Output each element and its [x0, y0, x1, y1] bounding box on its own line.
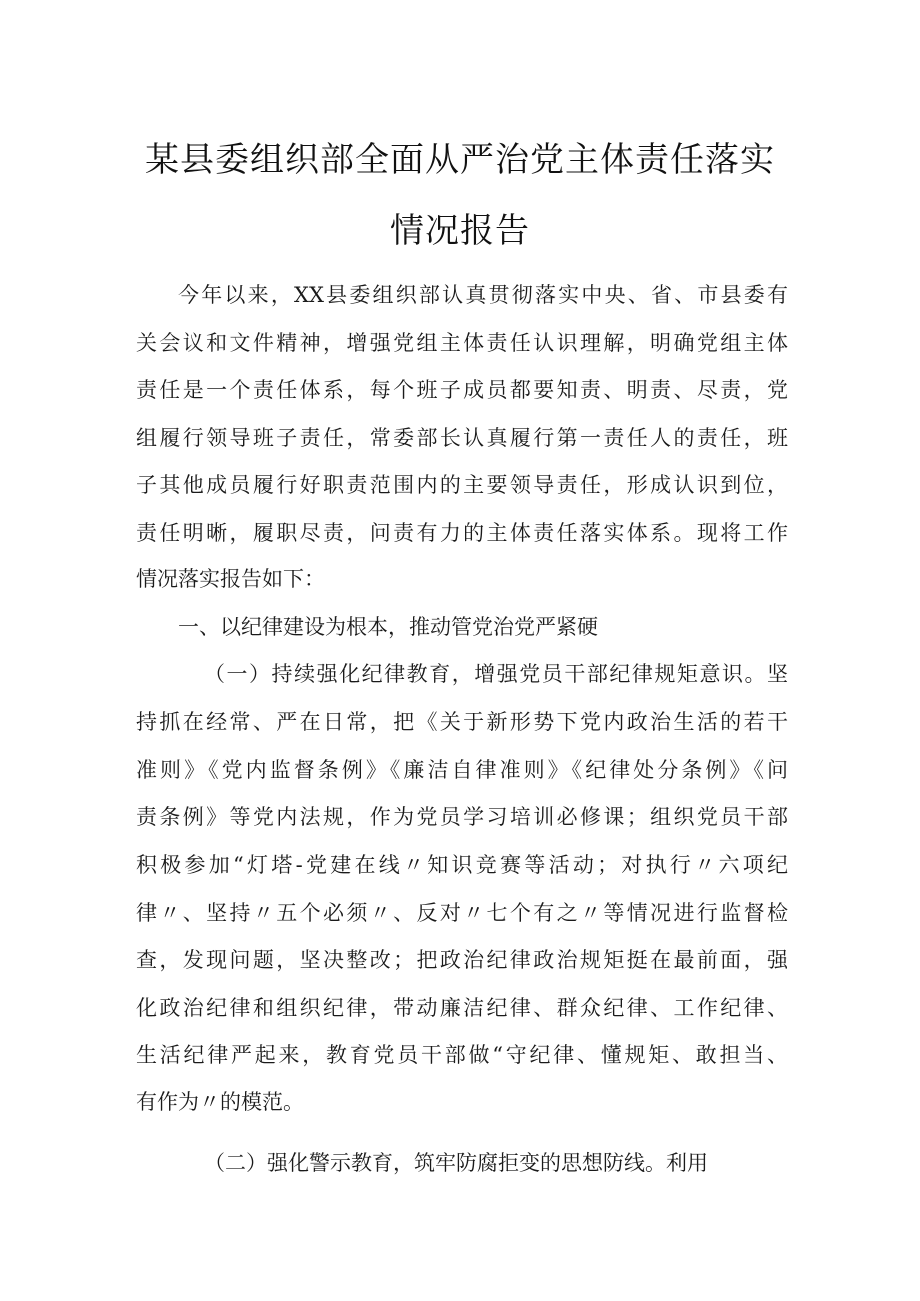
- body-line-3: 责任是一个责任体系，每个班子成员都要知责、明责、尽责，党: [136, 378, 788, 402]
- body-line-2: 关会议和文件精神，增强党组主体责任认识理解，明确党组主体: [136, 331, 788, 355]
- section-heading-1: 一、以纪律建设为根本，推动管党治党严紧硬: [178, 615, 598, 639]
- body-line-6: 责任明晰，履职尽责，问责有力的主体责任落实体系。现将工作: [136, 521, 788, 545]
- body-line-18: 有作为〃的模范。: [136, 1090, 304, 1114]
- body-line-14: 律〃、坚持〃五个必须〃、反对〃七个有之〃等情况进行监督检: [136, 901, 788, 925]
- document-title-line-1: 某县委组织部全面从严治党主体责任落实: [145, 140, 775, 180]
- body-line-1: 今年以来，XX县委组织部认真贯彻落实中央、省、市县委有: [178, 283, 788, 307]
- body-line-5: 子其他成员履行好职责范围内的主要领导责任，形成认识到位，: [136, 473, 788, 497]
- body-line-19: （二）强化警示教育，筑牢防腐拒变的思想防线。利用: [204, 1151, 708, 1175]
- body-line-15: 查，发现问题，坚决整改；把政治纪律政治规矩挺在最前面，强: [136, 948, 788, 972]
- body-line-12: 责条例》等党内法规，作为党员学习培训必修课；组织党员干部: [136, 805, 788, 829]
- body-line-10: 持抓在经常、严在日常，把《关于新形势下党内政治生活的若干: [136, 710, 788, 734]
- body-line-13: 积极参加“灯塔-党建在线〃知识竞赛等活动；对执行〃六项纪: [136, 853, 788, 877]
- body-line-7: 情况落实报告如下：: [136, 567, 325, 591]
- body-line-9: （一）持续强化纪律教育，增强党员干部纪律规矩意识。坚: [204, 662, 788, 686]
- body-line-4: 组履行领导班子责任，常委部长认真履行第一责任人的责任，班: [136, 426, 788, 450]
- body-line-11: 准则》《党内监督条例》《廉洁自律准则》《纪律处分条例》《问: [136, 758, 788, 782]
- body-line-16: 化政治纪律和组织纪律，带动廉洁纪律、群众纪律、工作纪律、: [136, 996, 788, 1020]
- document-title-line-2: 情况报告: [390, 211, 530, 251]
- body-line-17: 生活纪律严起来，教育党员干部做“守纪律、懂规矩、敢担当、: [136, 1043, 788, 1067]
